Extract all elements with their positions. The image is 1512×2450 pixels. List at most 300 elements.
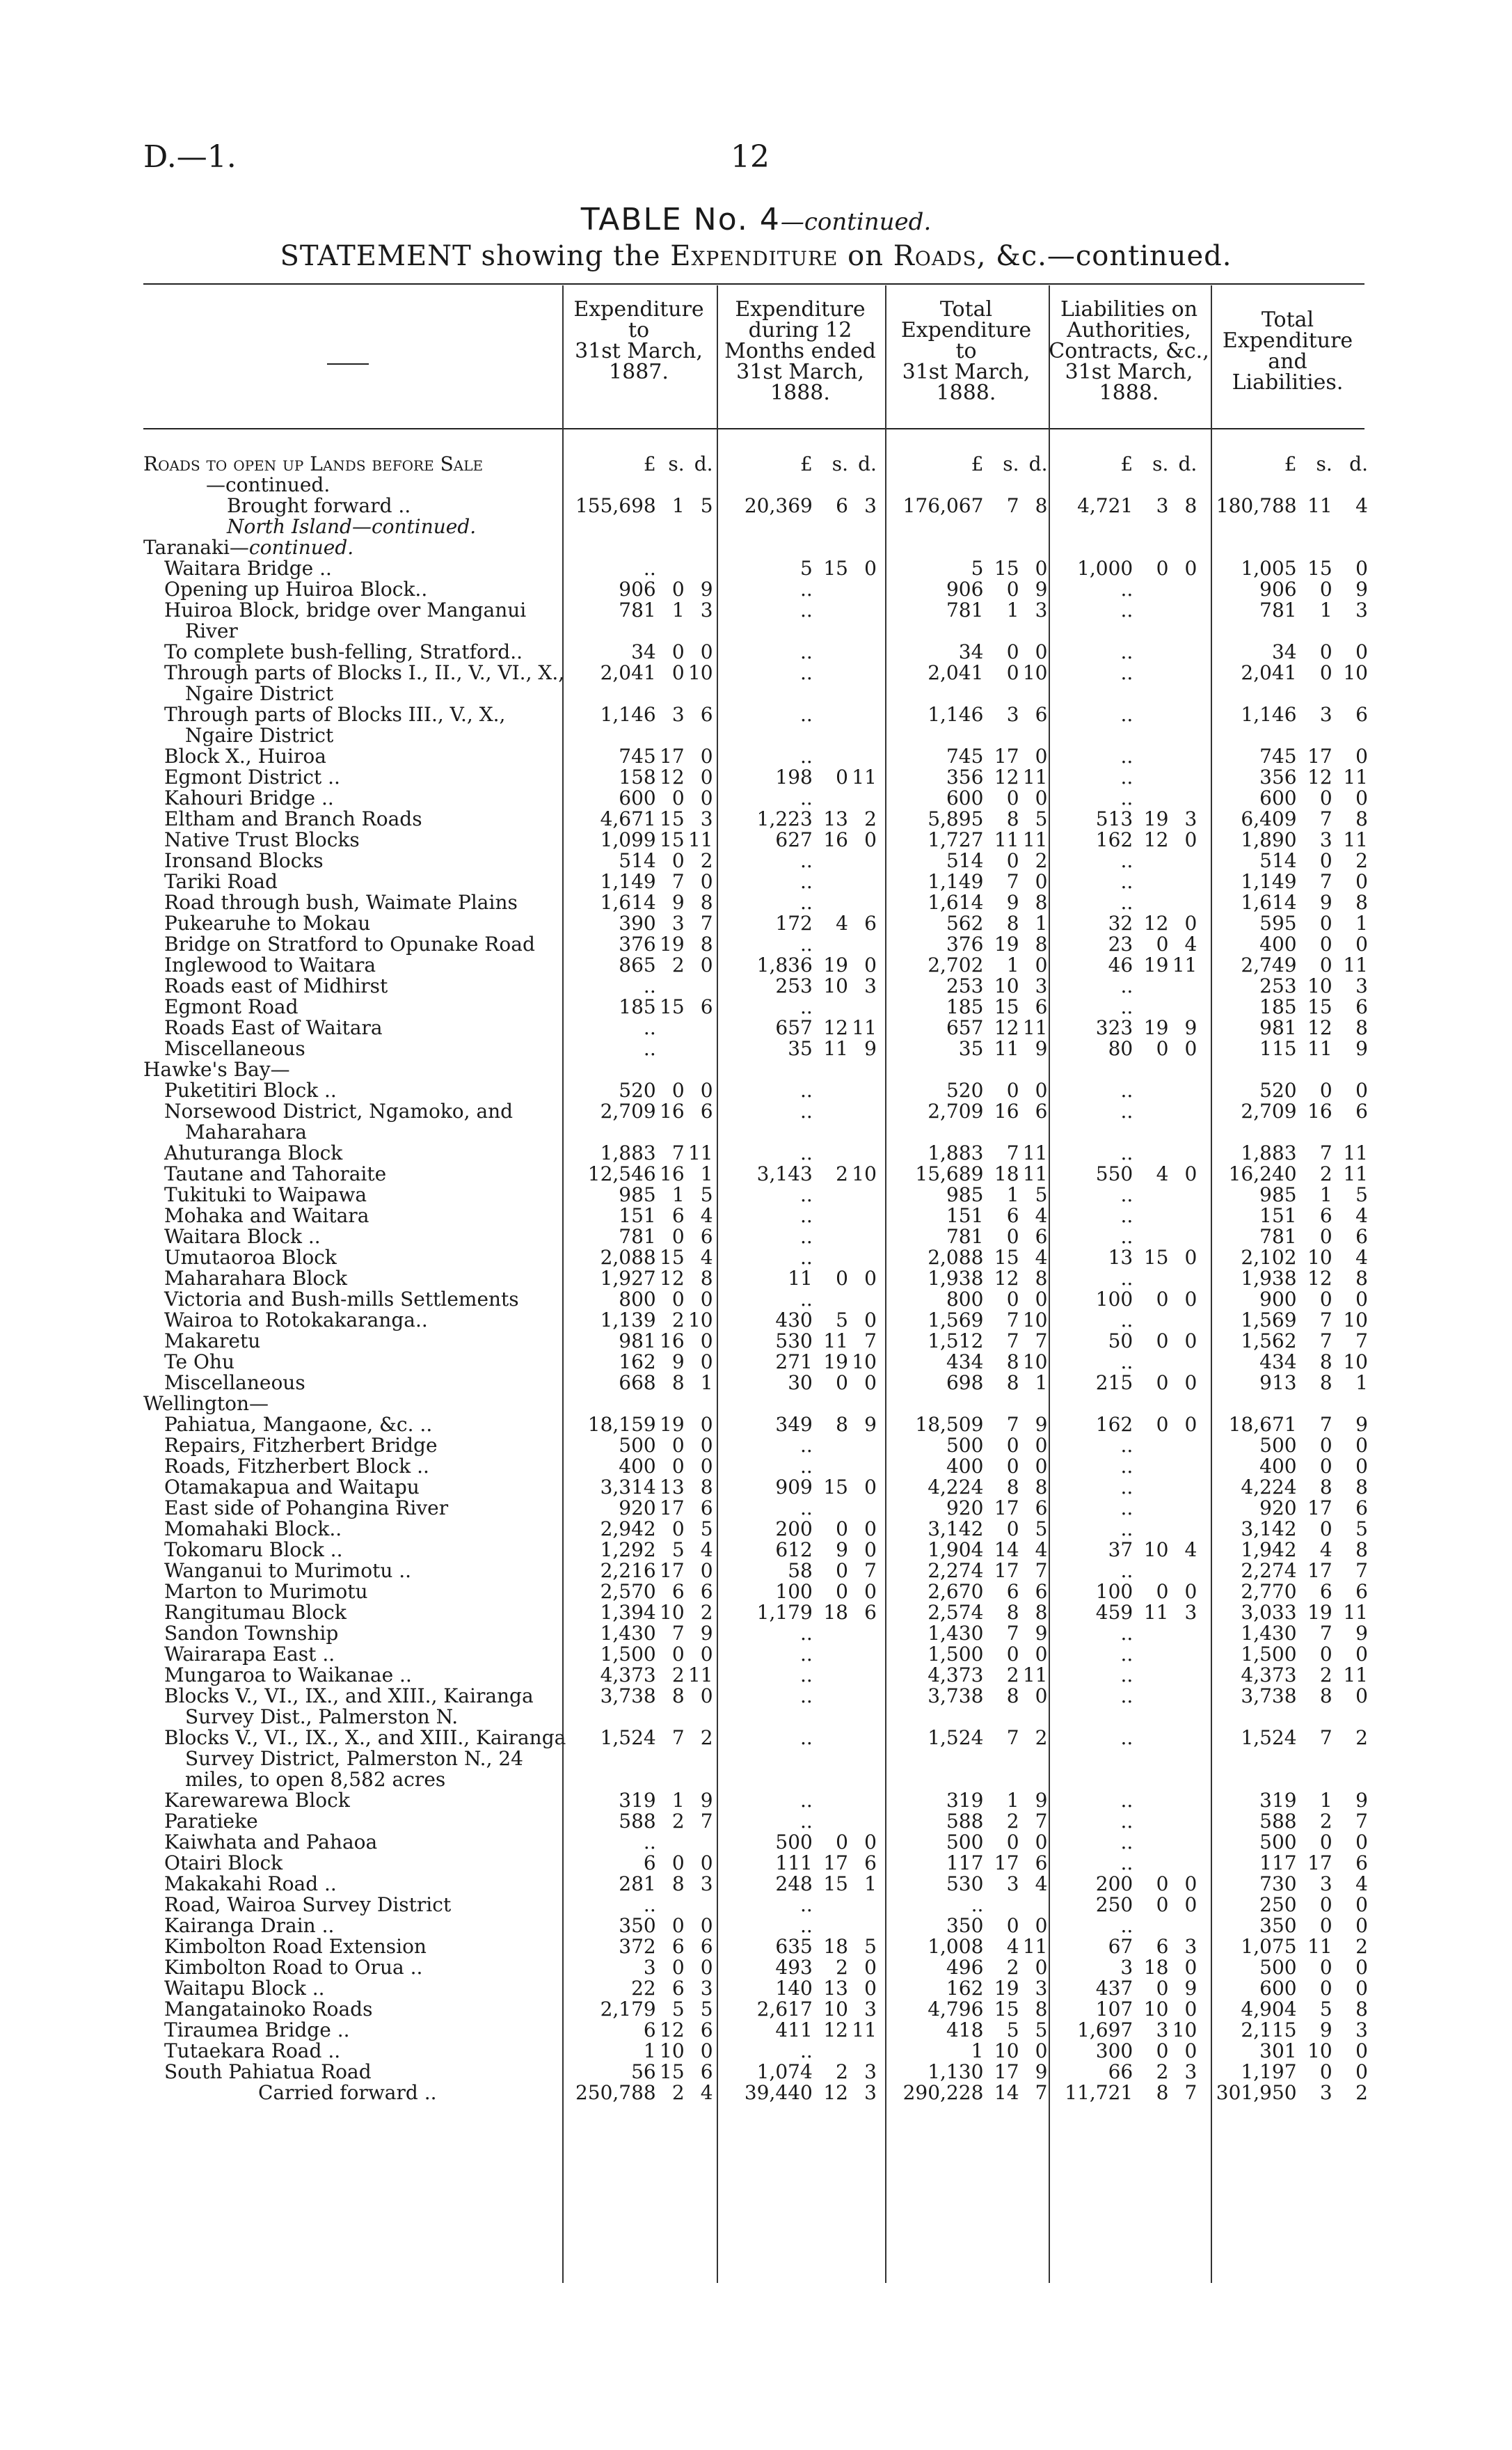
shillings-cell: 1 xyxy=(671,1185,685,1206)
shillings-cell: 7 xyxy=(1319,1143,1332,1164)
pounds-cell: .. xyxy=(800,1623,813,1644)
shillings-cell: 12 xyxy=(1143,830,1169,851)
shillings-cell: 0 xyxy=(1319,1519,1332,1540)
shillings-cell: 17 xyxy=(823,1853,848,1874)
shillings-cell: 19 xyxy=(823,955,848,976)
pounds-cell: 4,224 xyxy=(928,1477,984,1498)
pounds-cell: .. xyxy=(800,934,813,955)
row-label: Road through bush, Waimate Plains xyxy=(164,892,518,913)
shillings-cell: 10 xyxy=(994,2041,1019,2062)
pence-cell: 0 xyxy=(1355,1080,1368,1101)
shillings-cell: 17 xyxy=(660,746,685,767)
column-header xyxy=(885,299,1047,404)
pence-cell: 5 xyxy=(700,1185,713,1206)
pounds-cell: .. xyxy=(800,746,813,767)
pence-cell: 6 xyxy=(700,1498,713,1519)
shillings-cell: 10 xyxy=(1307,2041,1332,2062)
shillings-cell: 17 xyxy=(1307,1498,1332,1519)
row-label: Wairoa to Rotokakaranga.. xyxy=(164,1310,428,1331)
pounds-cell: 3,738 xyxy=(928,1686,984,1707)
pence-cell: 11 xyxy=(1343,767,1368,788)
pounds-cell: 496 xyxy=(946,1957,984,1978)
pence-cell: 5 xyxy=(1355,1185,1368,1206)
pence-cell: 0 xyxy=(1184,1957,1197,1978)
shillings-cell: 2 xyxy=(836,1164,848,1185)
pounds-cell: 2,041 xyxy=(600,663,656,684)
pence-cell: 6 xyxy=(700,1936,713,1957)
shillings-cell: 2 xyxy=(671,2082,685,2103)
shillings-cell: 14 xyxy=(994,2082,1019,2103)
district-continued: continued. xyxy=(248,537,354,558)
pounds-cell: 1,430 xyxy=(600,1623,656,1644)
pence-cell: 0 xyxy=(1184,558,1197,579)
pounds-cell: 985 xyxy=(1259,1185,1297,1206)
pounds-cell: 520 xyxy=(946,1080,984,1101)
pence-cell: 0 xyxy=(864,1310,877,1331)
pence-cell xyxy=(1168,1080,1197,1101)
pence-cell: 6 xyxy=(700,2062,713,2082)
pounds-cell: 350 xyxy=(1259,1915,1297,1936)
pounds-cell: 781 xyxy=(619,600,656,622)
pounds-cell: 376 xyxy=(946,934,984,955)
pounds-cell: .. xyxy=(1120,746,1133,767)
shillings-cell xyxy=(1133,1143,1168,1164)
pounds-cell: .. xyxy=(1120,1519,1133,1540)
row-label: Pahiatua, Mangaone, &c. .. xyxy=(164,1414,433,1435)
pounds-cell: 562 xyxy=(946,913,984,934)
pence-cell: 0 xyxy=(1035,1686,1048,1707)
row-label: Marton to Murimotu xyxy=(164,1581,368,1602)
pounds-cell: 1,938 xyxy=(928,1268,984,1289)
pence-cell: 0 xyxy=(1184,1373,1197,1393)
shillings-cell: 4 xyxy=(1156,1164,1169,1185)
pence-cell: 0 xyxy=(864,1832,877,1853)
pence-cell: 9 xyxy=(1355,1623,1368,1644)
row-label: Eltham and Branch Roads xyxy=(164,809,422,830)
pence-cell: 6 xyxy=(1355,1226,1368,1247)
pence-cell: 0 xyxy=(700,1686,713,1707)
pounds-cell: 657 xyxy=(946,1018,984,1038)
pounds-cell: .. xyxy=(800,871,813,892)
pounds-cell: 1,569 xyxy=(1241,1310,1297,1331)
pounds-cell: 376 xyxy=(619,934,656,955)
shillings-cell: 17 xyxy=(994,1560,1019,1581)
table-row xyxy=(143,1373,1368,1393)
pence-cell xyxy=(848,579,877,600)
shillings-cell xyxy=(1133,1456,1168,1477)
pence-cell xyxy=(848,1665,877,1686)
pounds-cell: 909 xyxy=(775,1477,813,1498)
pence-cell: 5 xyxy=(1035,1519,1048,1540)
pence-cell: 0 xyxy=(700,1331,713,1352)
pence-cell: 0 xyxy=(1035,871,1048,892)
pounds-cell: .. xyxy=(800,1289,813,1310)
shillings-cell: 0 xyxy=(671,1435,685,1456)
shillings-cell: 3 xyxy=(671,704,685,726)
pounds-cell: 2,088 xyxy=(600,1247,656,1268)
pounds-cell: .. xyxy=(800,788,813,809)
pence-cell xyxy=(1168,1728,1197,1790)
shillings-cell: 0 xyxy=(1319,663,1332,684)
pounds-cell: 1,614 xyxy=(928,892,984,913)
pence-cell xyxy=(1168,767,1197,788)
pounds-cell: 1 xyxy=(643,2041,656,2062)
pence-cell: 2 xyxy=(700,851,713,871)
currency-unit: d. xyxy=(1178,454,1197,475)
column-header-line: Liabilities. xyxy=(1232,370,1344,395)
pence-cell: 3 xyxy=(1355,976,1368,997)
pounds-cell: 514 xyxy=(946,851,984,871)
shillings-cell: 0 xyxy=(1006,1644,1019,1665)
pounds-cell: 2,709 xyxy=(1241,1101,1297,1123)
subtitle-part: , &c.—continued. xyxy=(976,240,1232,272)
pence-cell xyxy=(1168,1206,1197,1226)
pence-cell xyxy=(1019,1895,1048,1915)
pounds-cell: 16,240 xyxy=(1228,1164,1297,1185)
pence-cell: 4 xyxy=(700,1206,713,1226)
pounds-cell: .. xyxy=(800,1247,813,1268)
pounds-cell: 906 xyxy=(619,579,656,600)
shillings-cell: 1 xyxy=(1006,600,1019,622)
shillings-cell: 8 xyxy=(1006,1352,1019,1373)
table-title-suffix: —continued. xyxy=(780,208,932,236)
pence-cell: 1 xyxy=(700,1164,713,1185)
shillings-cell: 7 xyxy=(1319,1310,1332,1331)
shillings-cell: 10 xyxy=(1307,1247,1332,1268)
shillings-cell: 8 xyxy=(1006,1602,1019,1623)
row-label: Mangatainoko Roads xyxy=(164,1999,373,2020)
pence-cell: 8 xyxy=(1184,496,1197,516)
pounds-cell: 500 xyxy=(946,1832,984,1853)
pence-cell xyxy=(848,600,877,642)
pence-cell: 11 xyxy=(687,830,713,851)
pounds-cell: 1,614 xyxy=(600,892,656,913)
shillings-cell: 8 xyxy=(1006,1686,1019,1707)
shillings-cell: 10 xyxy=(1307,976,1332,997)
shillings-cell: 0 xyxy=(671,1080,685,1101)
shillings-cell: 15 xyxy=(660,1247,685,1268)
pence-cell: 4 xyxy=(1355,1874,1368,1895)
pence-cell: 11 xyxy=(1343,1602,1368,1623)
pence-cell: 2 xyxy=(1355,851,1368,871)
row-label: Miscellaneous xyxy=(164,1038,305,1059)
pounds-cell: .. xyxy=(1120,1477,1133,1498)
row-label: Kaiwhata and Pahaoa xyxy=(164,1832,378,1853)
shillings-cell: 3 xyxy=(1156,2020,1169,2041)
pounds-cell: 3 xyxy=(1120,1957,1133,1978)
pounds-cell: .. xyxy=(1120,1623,1133,1644)
stub-dash xyxy=(327,363,369,365)
pence-cell: 0 xyxy=(700,955,713,976)
pounds-cell: .. xyxy=(1120,663,1133,684)
table-row xyxy=(143,2041,1368,2062)
pence-cell: 9 xyxy=(1184,1978,1197,1999)
pence-cell xyxy=(1168,1477,1197,1498)
pounds-cell: 1,883 xyxy=(928,1143,984,1164)
pence-cell xyxy=(848,2041,877,2062)
row-label: Roads East of Waitara xyxy=(164,1018,383,1038)
shillings-cell: 18 xyxy=(1143,1957,1169,1978)
row-label: Huiroa Block, bridge over Manganui River xyxy=(164,600,527,642)
pounds-cell: 1,500 xyxy=(1241,1644,1297,1665)
row-label: Kahouri Bridge .. xyxy=(164,788,334,809)
shillings-cell: 15 xyxy=(994,1247,1019,1268)
brought-forward-label: Brought forward .. xyxy=(227,496,411,516)
shillings-cell: 0 xyxy=(1319,1978,1332,1999)
pence-cell: 7 xyxy=(1355,1560,1368,1581)
shillings-cell xyxy=(813,1915,848,1936)
shillings-cell: 1 xyxy=(1006,1790,1019,1811)
pence-cell: 6 xyxy=(1035,1498,1048,1519)
pence-cell xyxy=(1168,579,1197,600)
pounds-cell: 1,524 xyxy=(1241,1728,1297,1749)
column-header-line: and xyxy=(1268,349,1307,374)
pounds-cell: 500 xyxy=(1259,1832,1297,1853)
pounds-cell: 35 xyxy=(788,1038,813,1059)
pounds-cell: 2,574 xyxy=(928,1602,984,1623)
shillings-cell: 0 xyxy=(671,1853,685,1874)
pence-cell: 9 xyxy=(864,1414,877,1435)
shillings-cell: 0 xyxy=(1156,1331,1169,1352)
column-header-line: 31st March, xyxy=(575,339,703,363)
shillings-cell: 1 xyxy=(1319,1790,1332,1811)
pence-cell: 10 xyxy=(1343,663,1368,684)
table-row xyxy=(143,892,1368,913)
pence-cell: 11 xyxy=(1022,830,1048,851)
pence-cell xyxy=(1168,746,1197,767)
pence-cell: 2 xyxy=(700,1602,713,1623)
shillings-cell: 0 xyxy=(671,663,685,684)
pounds-cell: 745 xyxy=(946,746,984,767)
shillings-cell: 7 xyxy=(671,1623,685,1644)
shillings-cell: 6 xyxy=(1006,1581,1019,1602)
pounds-cell: 35 xyxy=(958,1038,984,1059)
pounds-cell: 906 xyxy=(1259,579,1297,600)
shillings-cell: 19 xyxy=(994,934,1019,955)
pounds-cell: 2,041 xyxy=(928,663,984,684)
shillings-cell xyxy=(656,1832,685,1853)
shillings-cell: 0 xyxy=(1156,2041,1169,2062)
pounds-cell: 250 xyxy=(1095,1895,1133,1915)
pounds-cell: 117 xyxy=(946,1853,984,1874)
pence-cell: 4 xyxy=(1184,1540,1197,1560)
shillings-cell xyxy=(1133,642,1168,663)
row-label: Roads east of Midhirst xyxy=(164,976,388,997)
shillings-cell xyxy=(1133,1832,1168,1853)
column-header-line: Months ended xyxy=(724,339,876,363)
pounds-cell: 520 xyxy=(1259,1080,1297,1101)
pence-cell: 8 xyxy=(1355,1018,1368,1038)
pounds-cell: 459 xyxy=(1095,1602,1133,1623)
shillings-cell: 5 xyxy=(1006,2020,1019,2041)
pence-cell xyxy=(848,1623,877,1644)
pounds-cell: 730 xyxy=(1259,1874,1297,1895)
shillings-cell xyxy=(656,558,685,579)
pence-cell: 0 xyxy=(864,1373,877,1393)
table-row xyxy=(143,1331,1368,1352)
shillings-cell xyxy=(1133,1080,1168,1101)
pence-cell: 6 xyxy=(1035,704,1048,726)
pence-cell: 0 xyxy=(864,830,877,851)
shillings-cell: 11 xyxy=(1143,1602,1169,1623)
pence-cell: 0 xyxy=(700,871,713,892)
shillings-cell: 0 xyxy=(1319,1895,1332,1915)
shillings-cell xyxy=(813,892,848,913)
table-row xyxy=(143,558,1368,579)
pence-cell xyxy=(848,1289,877,1310)
pounds-cell: 12,546 xyxy=(587,1164,656,1185)
pence-cell: 6 xyxy=(700,997,713,1018)
table-row xyxy=(143,1602,1368,1623)
shillings-cell: 0 xyxy=(671,1644,685,1665)
shillings-cell: 15 xyxy=(1307,558,1332,579)
pence-cell: 10 xyxy=(852,1164,877,1185)
pence-cell: 8 xyxy=(1355,1477,1368,1498)
pounds-cell: 2,102 xyxy=(1241,1247,1297,1268)
pence-cell: 0 xyxy=(1355,1957,1368,1978)
pence-cell: 7 xyxy=(1035,1811,1048,1832)
pence-cell: 0 xyxy=(864,1957,877,1978)
shillings-cell: 0 xyxy=(1319,2062,1332,2082)
pence-cell: 11 xyxy=(1022,1936,1048,1957)
shillings-cell: 19 xyxy=(660,1414,685,1435)
pounds-cell: 50 xyxy=(1108,1331,1133,1352)
page-number: 12 xyxy=(731,139,770,175)
shillings-cell: 12 xyxy=(660,2020,685,2041)
shillings-cell: 0 xyxy=(1156,1978,1169,1999)
pounds-cell: 981 xyxy=(1259,1018,1297,1038)
pence-cell: 8 xyxy=(1035,1999,1048,2020)
pounds-cell: .. xyxy=(1120,1101,1133,1123)
column-header-line: 1888. xyxy=(936,381,996,405)
pence-cell: 0 xyxy=(700,2041,713,2062)
shillings-cell: 0 xyxy=(1156,558,1169,579)
row-label: Mungaroa to Waikanae .. xyxy=(164,1665,412,1686)
pence-cell: 0 xyxy=(1355,642,1368,663)
row-label: Egmont District .. xyxy=(164,767,340,788)
shillings-cell: 6 xyxy=(671,1936,685,1957)
pounds-cell: 434 xyxy=(946,1352,984,1373)
shillings-cell xyxy=(1133,579,1168,600)
pounds-cell: 530 xyxy=(775,1331,813,1352)
shillings-cell: 12 xyxy=(660,1268,685,1289)
pounds-cell: 4,904 xyxy=(1241,1999,1297,2020)
pence-cell: 1 xyxy=(1355,913,1368,934)
pounds-cell: 46 xyxy=(1108,955,1133,976)
pounds-cell: .. xyxy=(800,1435,813,1456)
pounds-cell: 350 xyxy=(946,1915,984,1936)
shillings-cell: 10 xyxy=(823,976,848,997)
shillings-cell xyxy=(1133,892,1168,913)
column-header-line: during 12 xyxy=(748,318,852,342)
shillings-cell: 7 xyxy=(1319,871,1332,892)
shillings-cell xyxy=(813,704,848,746)
shillings-cell: 2 xyxy=(836,2062,848,2082)
shillings-cell: 0 xyxy=(1319,1435,1332,1456)
shillings-cell xyxy=(813,1226,848,1247)
shillings-cell: 2 xyxy=(836,1957,848,1978)
pence-cell: 11 xyxy=(687,1665,713,1686)
pounds-cell: .. xyxy=(1120,1853,1133,1874)
pounds-cell: 2,709 xyxy=(600,1101,656,1123)
pence-cell: 0 xyxy=(1355,1978,1368,1999)
pence-cell: 9 xyxy=(700,579,713,600)
shillings-cell: 12 xyxy=(1307,1268,1332,1289)
pounds-cell: .. xyxy=(1120,892,1133,913)
pence-cell: 11 xyxy=(687,1143,713,1164)
pence-cell: 3 xyxy=(864,496,877,516)
shillings-cell: 19 xyxy=(1143,1018,1169,1038)
pounds-cell: 1,562 xyxy=(1241,1331,1297,1352)
pounds-cell: 34 xyxy=(958,642,984,663)
pounds-cell: 1,149 xyxy=(600,871,656,892)
pence-cell: 0 xyxy=(700,1560,713,1581)
pence-cell xyxy=(1168,871,1197,892)
row-label: To complete bush-felling, Stratford.. xyxy=(164,642,523,663)
pence-cell xyxy=(1168,1185,1197,1206)
pence-cell: 3 xyxy=(1355,600,1368,622)
shillings-cell xyxy=(813,1206,848,1226)
shillings-cell: 8 xyxy=(1006,1477,1019,1498)
table-row xyxy=(143,1978,1368,1999)
table-row xyxy=(143,2020,1368,2041)
pence-cell: 0 xyxy=(1035,746,1048,767)
pounds-cell: 300 xyxy=(1095,2041,1133,2062)
pounds-cell: .. xyxy=(1120,1080,1133,1101)
pence-cell: 1 xyxy=(1035,1373,1048,1393)
pounds-cell: .. xyxy=(1120,788,1133,809)
pence-cell: 4 xyxy=(1355,1247,1368,1268)
shillings-cell: 5 xyxy=(671,1540,685,1560)
shillings-cell: 2 xyxy=(1319,1665,1332,1686)
shillings-cell: 7 xyxy=(1319,809,1332,830)
pence-cell: 4 xyxy=(1035,1540,1048,1560)
pence-cell: 0 xyxy=(1355,934,1368,955)
shillings-cell xyxy=(656,1018,685,1038)
shillings-cell xyxy=(813,1435,848,1456)
shillings-cell: 8 xyxy=(836,1414,848,1435)
pence-cell: 0 xyxy=(864,955,877,976)
pence-cell: 3 xyxy=(1184,809,1197,830)
pence-cell: 0 xyxy=(700,788,713,809)
pence-cell: 10 xyxy=(1022,1310,1048,1331)
table-row xyxy=(143,1519,1368,1540)
shillings-cell: 17 xyxy=(660,1560,685,1581)
pence-cell: 11 xyxy=(1343,1164,1368,1185)
pounds-cell: 323 xyxy=(1095,1018,1133,1038)
pence-cell: 10 xyxy=(1343,1310,1368,1331)
pounds-cell: 11 xyxy=(788,1268,813,1289)
pence-cell: 9 xyxy=(1035,1414,1048,1435)
pence-cell: 5 xyxy=(700,1519,713,1540)
pence-cell: 3 xyxy=(864,1999,877,2020)
pence-cell: 9 xyxy=(700,1623,713,1644)
pounds-cell: 350 xyxy=(619,1915,656,1936)
pounds-cell: 253 xyxy=(946,976,984,997)
shillings-cell: 2 xyxy=(1006,1957,1019,1978)
row-label: Sandon Township xyxy=(164,1623,339,1644)
table-row xyxy=(143,2062,1368,2082)
shillings-cell: 7 xyxy=(1006,1143,1019,1164)
row-label: South Pahiatua Road xyxy=(164,2062,372,2082)
table-row xyxy=(143,1999,1368,2020)
column-header-line: Total xyxy=(1261,308,1314,332)
pence-cell: 0 xyxy=(1184,1289,1197,1310)
row-label: Tiraumea Bridge .. xyxy=(164,2020,350,2041)
shillings-cell: 0 xyxy=(836,767,848,788)
shillings-cell xyxy=(656,976,685,997)
district-name: Taranaki— xyxy=(143,537,249,558)
